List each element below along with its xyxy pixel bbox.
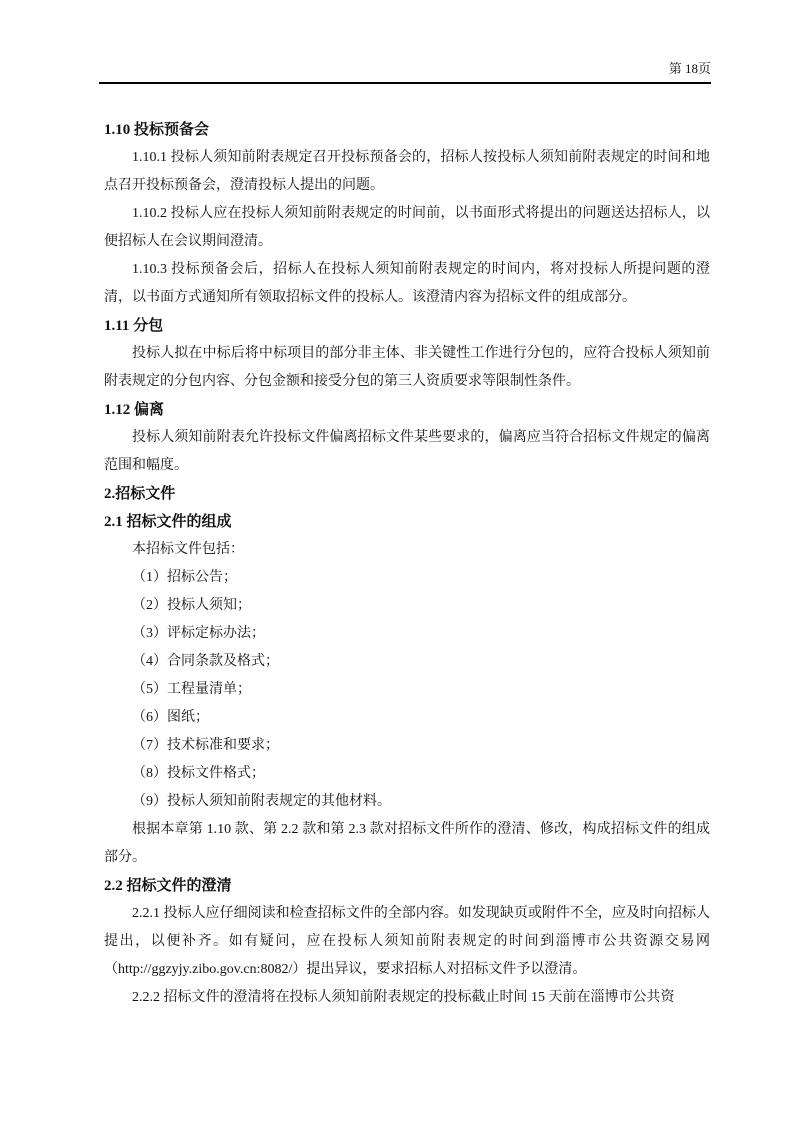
list-item: （3）评标定标办法；: [132, 626, 265, 641]
body-paragraph: 根据本章第 1.10 款、第 2.2 款和第 2.3 款对招标文件所作的澄清、修改，构成招标文件的组成部分。: [104, 822, 710, 865]
document-body: [104, 116, 710, 1012]
list-item: （9）投标人须知前附表规定的其他材料。: [132, 794, 391, 809]
page-number: 第 18页: [668, 61, 711, 76]
list-item: （8）投标文件格式；: [132, 766, 265, 781]
body-paragraph: 1.10.2 投标人应在投标人须知前附表规定的时间前，以书面形式将提出的问题送达招标人，以便招标人在会议期间澄清。: [104, 206, 710, 249]
subsection-heading: 2.1 招标文件的组成: [104, 514, 232, 530]
subsection-heading: 1.11 分包: [104, 318, 164, 334]
list-item: （6）图纸；: [132, 710, 209, 725]
body-paragraph: 本招标文件包括：: [132, 542, 244, 557]
body-paragraph: 投标人须知前附表允许投标文件偏离招标文件某些要求的，偏离应当符合招标文件规定的偏离范围和幅度。: [104, 430, 710, 473]
subsection-heading: 2.2 招标文件的澄清: [104, 878, 232, 894]
list-item: （5）工程量清单；: [132, 682, 251, 697]
body-paragraph: 2.2.2 招标文件的澄清将在投标人须知前附表规定的投标截止时间 15 天前在淄博市公共资: [132, 990, 675, 1005]
header-rule: [99, 82, 711, 84]
body-paragraph: 1.10.1 投标人须知前附表规定召开投标预备会的，招标人按投标人须知前附表规定的时间和地点召开投标预备会，澄清投标人提出的问题。: [104, 150, 710, 193]
body-paragraph: 2.2.1 投标人应仔细阅读和检查招标文件的全部内容。如发现缺页或附件不全，应及时向招标人提出，以便补齐。如有疑问，应在投标人须知前附表规定的时间到淄博市公共资源交易网（http://ggzyjy.zibo.gov.cn:8082/）提出异议，要求招标人对招标文件予以澄清。: [104, 906, 710, 977]
list-item: （1）招标公告；: [132, 570, 237, 585]
list-item: （2）投标人须知；: [132, 598, 251, 613]
body-paragraph: 1.10.3 投标预备会后，招标人在投标人须知前附表规定的时间内，将对投标人所提问题的澄清，以书面方式通知所有领取招标文件的投标人。该澄清内容为招标文件的组成部分。: [104, 262, 710, 305]
subsection-heading: 1.10 投标预备会: [104, 122, 210, 138]
body-paragraph: 投标人拟在中标后将中标项目的部分非主体、非关键性工作进行分包的，应符合投标人须知前附表规定的分包内容、分包金额和接受分包的第三人资质要求等限制性条件。: [104, 346, 710, 389]
list-item: （4）合同条款及格式；: [132, 654, 279, 669]
section-heading: 2.招标文件: [104, 486, 176, 502]
list-item: （7）技术标准和要求；: [132, 738, 279, 753]
subsection-heading: 1.12 偏离: [104, 402, 165, 418]
